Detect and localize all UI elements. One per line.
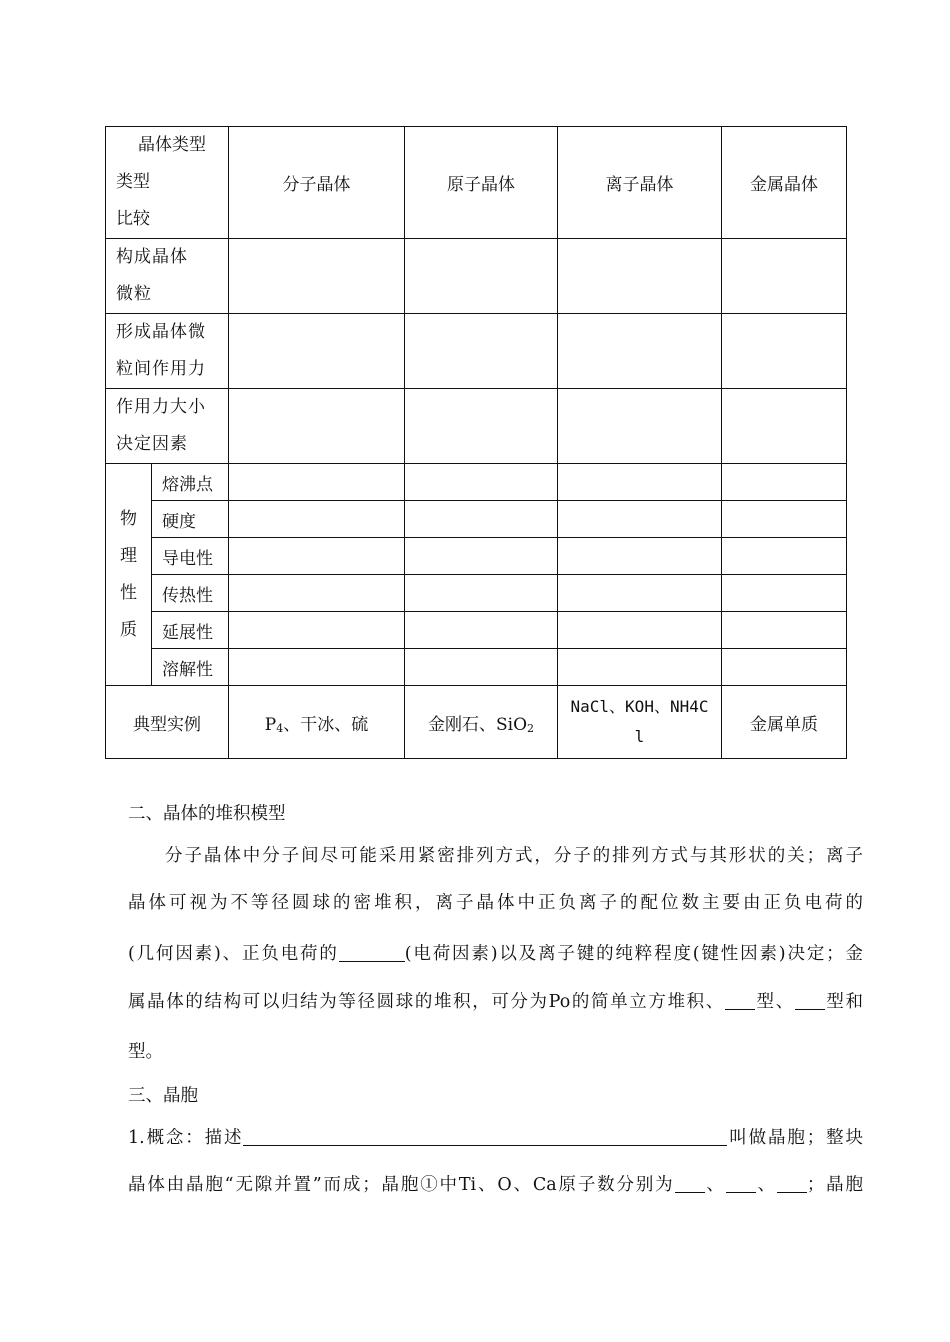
section2-line4-b: 型、 bbox=[754, 992, 795, 1012]
col-header-atomic: 原子晶体 bbox=[405, 127, 558, 239]
col-header-metallic: 金属晶体 bbox=[722, 127, 847, 239]
corner-label-compare: 比较 bbox=[116, 209, 150, 229]
section3-line2 bbox=[128, 1171, 863, 1196]
group-char-4: 质 bbox=[120, 619, 137, 640]
cell-blank bbox=[405, 314, 558, 389]
row-label-particles-line2: 微粒 bbox=[116, 284, 152, 304]
section2-line3-b: (电荷因素)以及离子键的纯粹程度(键性因素)决定；金 bbox=[404, 944, 863, 964]
section3-title: 三、晶胞 bbox=[128, 1086, 198, 1106]
cell-blank bbox=[405, 389, 558, 464]
prop-label-heat: 传热性 bbox=[152, 575, 229, 612]
cell-blank bbox=[405, 501, 558, 538]
fill-blank-ca-count[interactable] bbox=[777, 1174, 807, 1193]
cell-blank bbox=[405, 464, 558, 501]
fill-blank-concept[interactable] bbox=[243, 1127, 727, 1146]
prop-label-conductivity: 导电性 bbox=[152, 538, 229, 575]
section2-line4-a: 属晶体的结构可以归结为等径圆球的堆积，可分为Po的简单立方堆积、 bbox=[128, 992, 725, 1012]
section3-line1-a: 1.概念：描述 bbox=[128, 1128, 244, 1148]
crystal-comparison-table bbox=[105, 126, 847, 759]
example-atomic bbox=[405, 686, 558, 759]
section3-line2-a: 晶体由晶胞“无隙并置”而成；晶胞①中Ti、O、Ca原子数分别为 bbox=[128, 1175, 675, 1195]
table-row-force bbox=[106, 314, 847, 389]
table-header-row bbox=[106, 127, 847, 239]
table-row-ductility bbox=[106, 612, 847, 649]
col-header-ionic: 离子晶体 bbox=[558, 127, 722, 239]
section2-line1 bbox=[165, 842, 863, 867]
cell-blank bbox=[405, 612, 558, 649]
example-molecular-sub: 4 bbox=[276, 721, 284, 735]
table-row-examples bbox=[106, 686, 847, 759]
cell-blank bbox=[405, 649, 558, 686]
cell-blank bbox=[558, 501, 722, 538]
cell-blank bbox=[722, 389, 847, 464]
row-label-force-line2: 粒间作用力 bbox=[116, 359, 206, 379]
physical-properties-group-label bbox=[106, 464, 152, 686]
col-header-molecular: 分子晶体 bbox=[229, 127, 405, 239]
corner-label-type-2: 类型 bbox=[116, 172, 150, 192]
row-label-force bbox=[106, 314, 229, 389]
example-molecular bbox=[229, 686, 405, 759]
cell-blank bbox=[558, 538, 722, 575]
prop-label-ductility: 延展性 bbox=[152, 612, 229, 649]
cell-blank bbox=[722, 575, 847, 612]
cell-blank bbox=[722, 612, 847, 649]
cell-blank bbox=[229, 538, 405, 575]
prop-label-solubility: 溶解性 bbox=[152, 649, 229, 686]
section2-line4-text bbox=[128, 988, 863, 1013]
section2-title: 二、晶体的堆积模型 bbox=[128, 804, 286, 824]
table-row-hardness bbox=[106, 501, 847, 538]
fill-blank-packing-1[interactable] bbox=[725, 991, 755, 1010]
group-char-2: 理 bbox=[120, 545, 137, 566]
cell-blank bbox=[722, 239, 847, 314]
row-label-factor-line2: 决定因素 bbox=[116, 434, 188, 454]
section2-line5: 型。 bbox=[128, 1042, 163, 1062]
example-atomic-text: 金刚石、SiO bbox=[427, 714, 528, 735]
prop-label-hardness: 硬度 bbox=[152, 501, 229, 538]
section2-line1-text: 分子晶体中分子间尽可能采用紧密排列方式，分子的排列方式与其形状的关；离子 bbox=[165, 846, 863, 866]
table-row-solubility bbox=[106, 649, 847, 686]
cell-blank bbox=[558, 575, 722, 612]
prop-label-melting: 熔沸点 bbox=[152, 464, 229, 501]
corner-label-type: 晶体类型 bbox=[138, 135, 206, 155]
cell-blank bbox=[722, 464, 847, 501]
section3-line1 bbox=[128, 1124, 863, 1149]
row-label-examples: 典型实例 bbox=[106, 686, 229, 759]
cell-blank bbox=[722, 314, 847, 389]
section2-line3-text bbox=[128, 940, 863, 965]
cell-blank bbox=[722, 538, 847, 575]
example-ionic-line1: NaCl、KOH、NH4C bbox=[570, 697, 709, 716]
example-ionic bbox=[558, 686, 722, 759]
table-row-conductivity bbox=[106, 538, 847, 575]
cell-blank bbox=[558, 239, 722, 314]
fill-blank-packing-2[interactable] bbox=[795, 991, 825, 1010]
cell-blank bbox=[405, 575, 558, 612]
table-row-melting bbox=[106, 464, 847, 501]
row-label-particles-line1: 构成晶体 bbox=[116, 247, 188, 267]
cell-blank bbox=[722, 649, 847, 686]
cell-blank bbox=[405, 538, 558, 575]
cell-blank bbox=[229, 649, 405, 686]
cell-blank bbox=[558, 464, 722, 501]
cell-blank bbox=[229, 389, 405, 464]
section3-sep-1: 、 bbox=[704, 1175, 726, 1195]
cell-blank bbox=[229, 612, 405, 649]
cell-blank bbox=[405, 239, 558, 314]
example-molecular-rest: 、干冰、硫 bbox=[283, 714, 369, 735]
row-label-force-line1: 形成晶体微 bbox=[116, 322, 206, 342]
cell-blank bbox=[558, 314, 722, 389]
section2-line4-c: 型和 bbox=[824, 992, 864, 1012]
example-ionic-line2: l bbox=[634, 727, 645, 746]
section2-line2 bbox=[128, 889, 863, 914]
cell-blank bbox=[722, 501, 847, 538]
section2-line3-a: (几何因素)、正负电荷的 bbox=[128, 944, 339, 964]
fill-blank-o-count[interactable] bbox=[726, 1174, 756, 1193]
section3-line1-b: 叫做晶胞；整块 bbox=[727, 1128, 864, 1148]
table-row-particles bbox=[106, 239, 847, 314]
cell-blank bbox=[229, 314, 405, 389]
example-molecular-p: P bbox=[264, 714, 277, 735]
cell-blank bbox=[229, 575, 405, 612]
example-metallic: 金属单质 bbox=[722, 686, 847, 759]
cell-blank bbox=[229, 501, 405, 538]
section2-line4 bbox=[128, 988, 863, 1013]
fill-blank-ti-count[interactable] bbox=[675, 1174, 705, 1193]
section2-line2-text: 晶体可视为不等径圆球的密堆积，离子晶体中正负离子的配位数主要由正负电荷的 bbox=[128, 893, 863, 913]
corner-header-cell bbox=[106, 127, 229, 239]
section3-line2-text bbox=[128, 1171, 863, 1196]
cell-blank bbox=[558, 389, 722, 464]
group-char-3: 性 bbox=[120, 582, 137, 603]
cell-blank bbox=[558, 649, 722, 686]
example-atomic-sub: 2 bbox=[527, 721, 535, 735]
row-label-factor-line1: 作用力大小 bbox=[116, 397, 206, 417]
section3-sep-2: 、 bbox=[755, 1175, 777, 1195]
section2-line3 bbox=[128, 940, 863, 965]
table-row-heat bbox=[106, 575, 847, 612]
row-label-factor bbox=[106, 389, 229, 464]
section3-line2-d: ；晶胞 bbox=[806, 1175, 864, 1195]
cell-blank bbox=[558, 612, 722, 649]
section3-line1-text bbox=[128, 1124, 863, 1149]
fill-blank-charge[interactable] bbox=[339, 943, 405, 962]
group-char-1: 物 bbox=[120, 508, 137, 529]
cell-blank bbox=[229, 464, 405, 501]
cell-blank bbox=[229, 239, 405, 314]
row-label-particles bbox=[106, 239, 229, 314]
table-row-factor bbox=[106, 389, 847, 464]
